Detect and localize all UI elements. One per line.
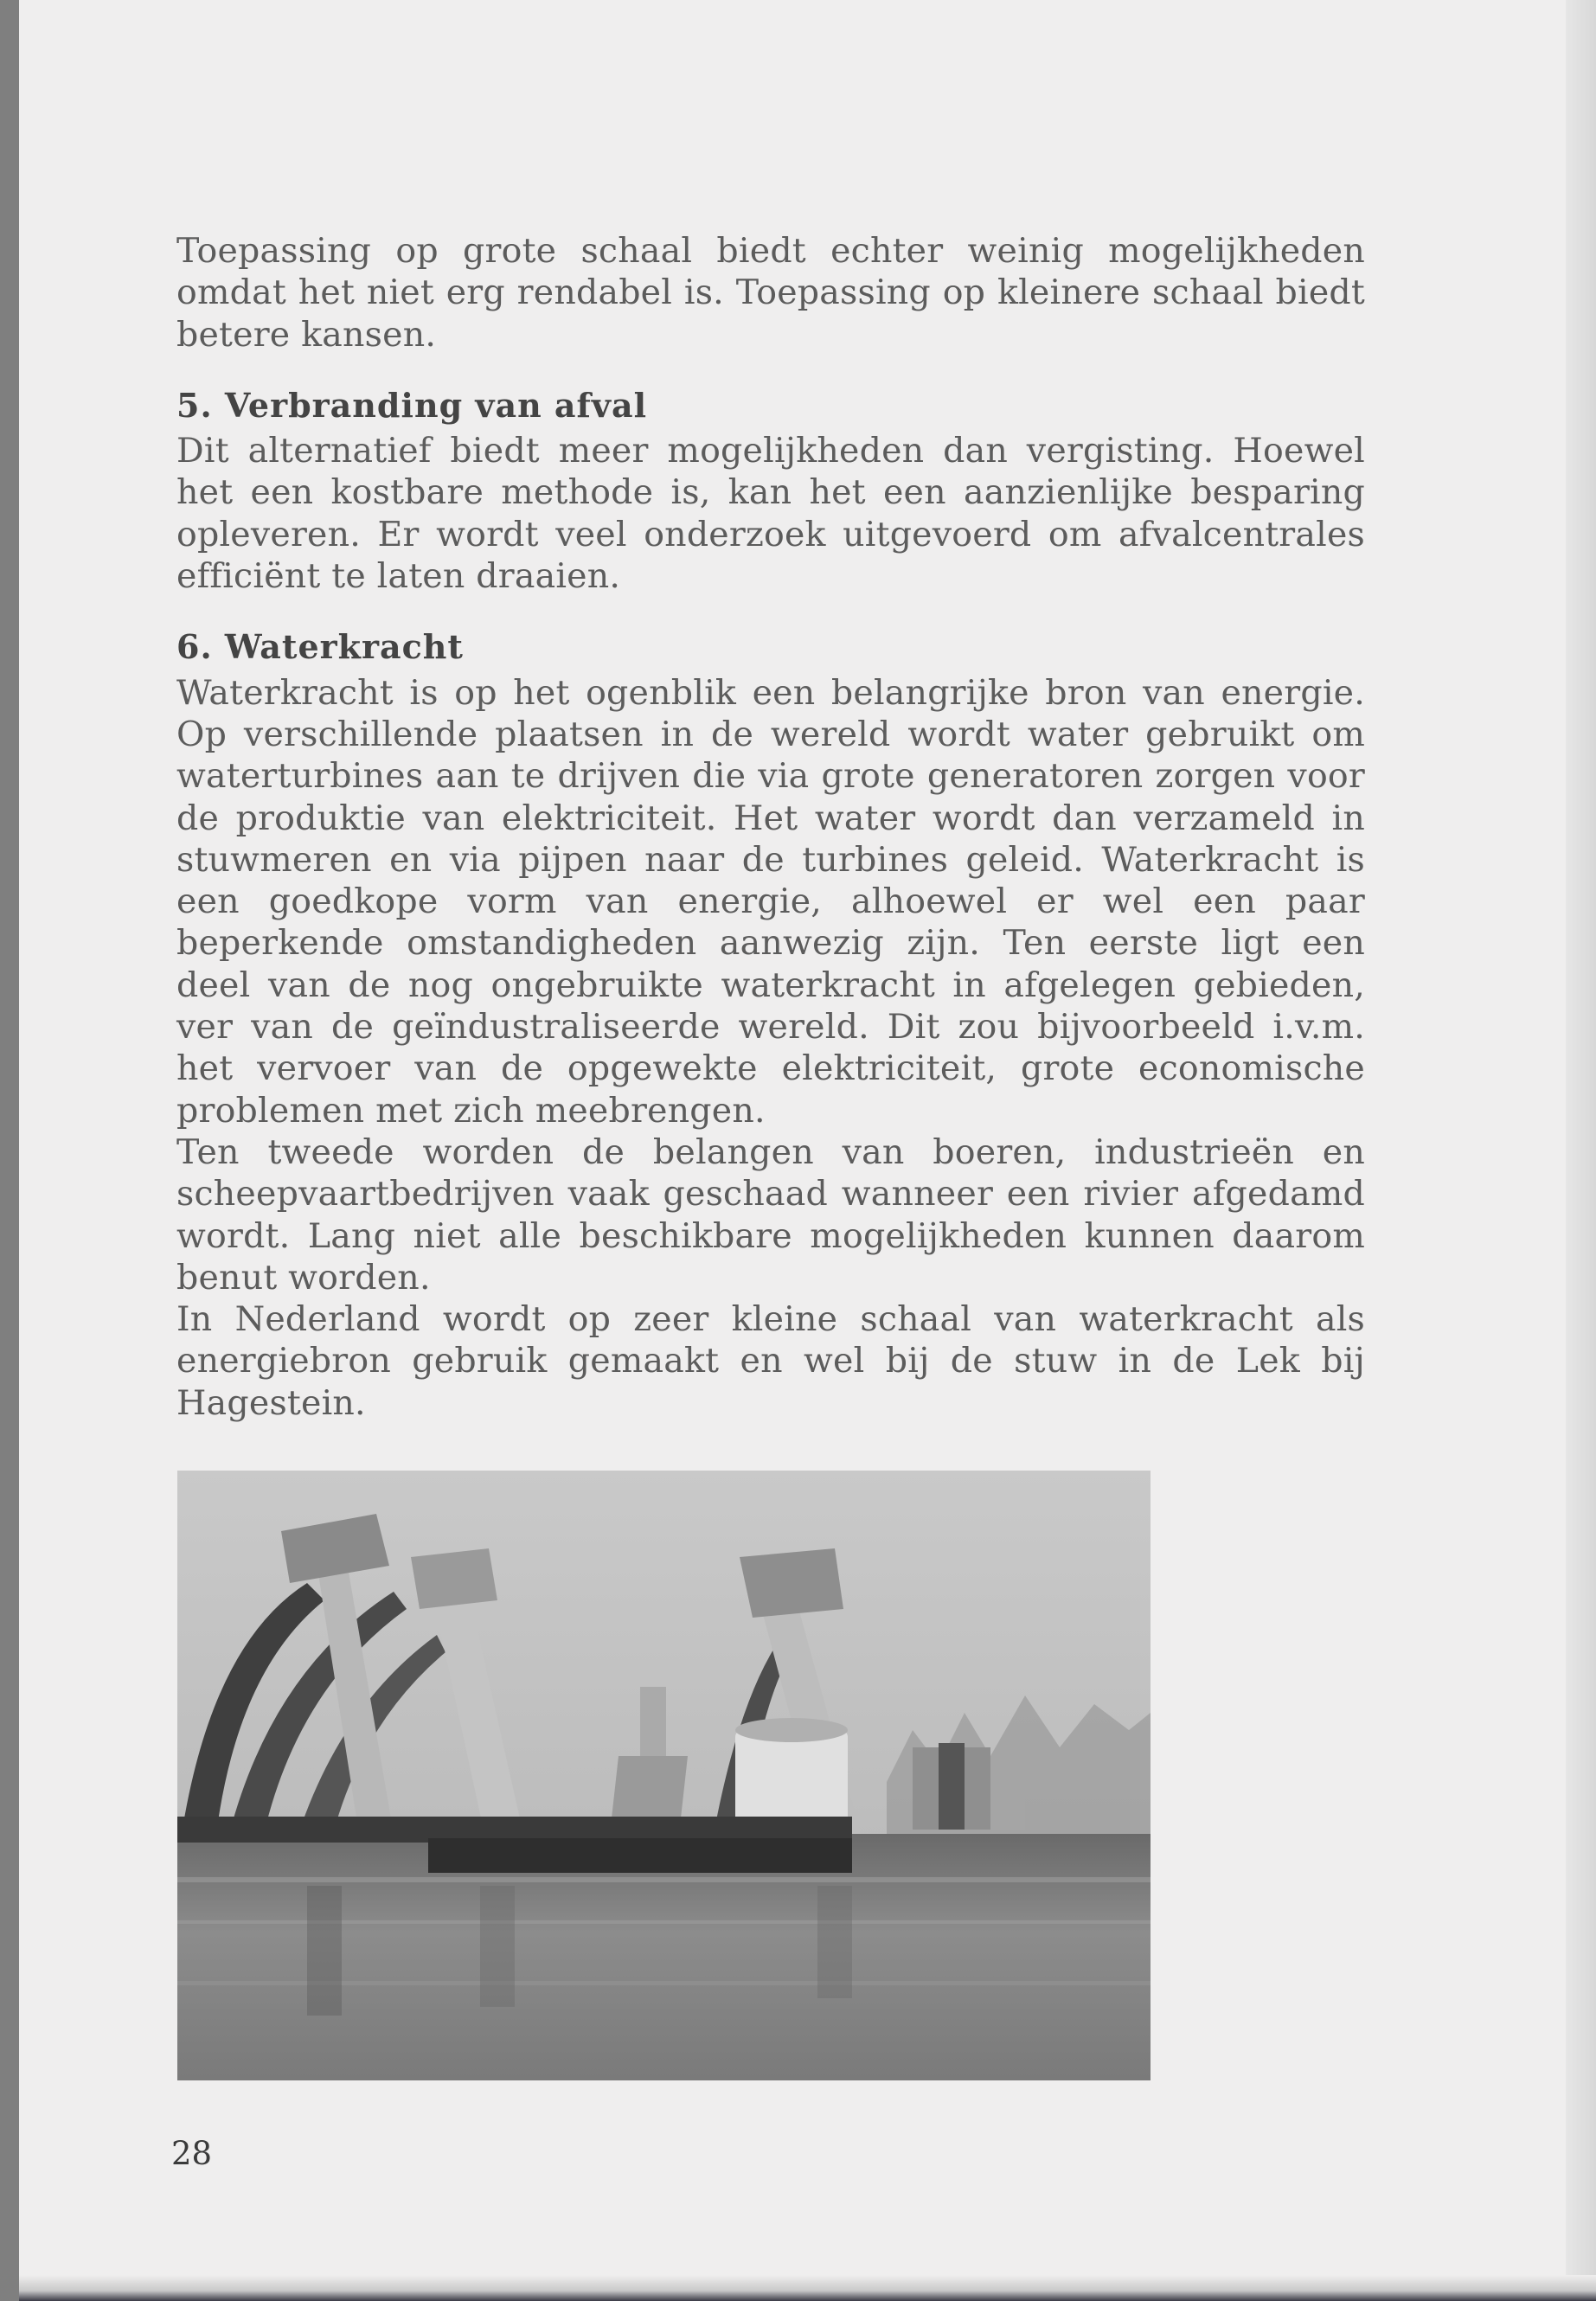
section-6-body-1: Waterkracht is op het ogenblik een belangrijke bron van energie. Op verschillende plaatsen in de wereld wordt water gebruikt om waterturbines aan te drijven die via grote generatoren zorgen voor de produktie van elektriciteit. Het water wordt dan verzameld in stuwmeren en via pijpen naar de turbines geleid. Waterkracht is een goedkope vorm van energie, alhoewel er wel een paar beperkende omstandigheden aanwezig zijn. Ten eerste ligt een deel van de nog ongebruikte waterkracht in afgelegen gebieden, ver van de geïndustraliseerde wereld. Dit zou bijvoorbeeld i.v.m. het vervoer van de opgewekte elektriciteit, grote economische problemen met zich meebrengen. — [176, 672, 1365, 1131]
page-text — [176, 230, 1365, 1424]
weir-photo-image — [177, 1471, 1151, 2080]
section-6-heading: 6. Waterkracht — [176, 627, 464, 667]
section-6-body-3: In Nederland wordt op zeer kleine schaal van waterkracht als energiebron gebruik gemaakt en wel bij de stuw in de Lek bij Hagestein. — [176, 1299, 1365, 1423]
section-5-body: Dit alternatief biedt meer mogelijkheden dan vergisting. Hoewel het een kostbare methode is, kan het een aanzienlijke besparing opleveren. Er wordt veel onderzoek uitgevoerd om afvalcentrales efficiënt te laten draaien. — [176, 431, 1365, 597]
weir-photo — [177, 1471, 1151, 2080]
page-edge — [1566, 0, 1596, 2301]
intro-paragraph: Toepassing op grote schaal biedt echter weinig mogelijkheden omdat het niet erg rendabel is. Toepassing op kleinere schaal biedt betere kansen. — [176, 231, 1365, 355]
page-number: 28 — [171, 2135, 213, 2172]
scan-bottom-edge — [19, 2275, 1596, 2301]
section-5-heading: 5. Verbranding van afval — [176, 385, 648, 425]
section-6-body-2: Ten tweede worden de belangen van boeren, industrieën en scheepvaartbedrijven vaak geschaad wanneer een rivier afgedamd wordt. Lang niet alle beschikbare mogelijkheden kunnen daarom benut worden. — [176, 1131, 1365, 1298]
